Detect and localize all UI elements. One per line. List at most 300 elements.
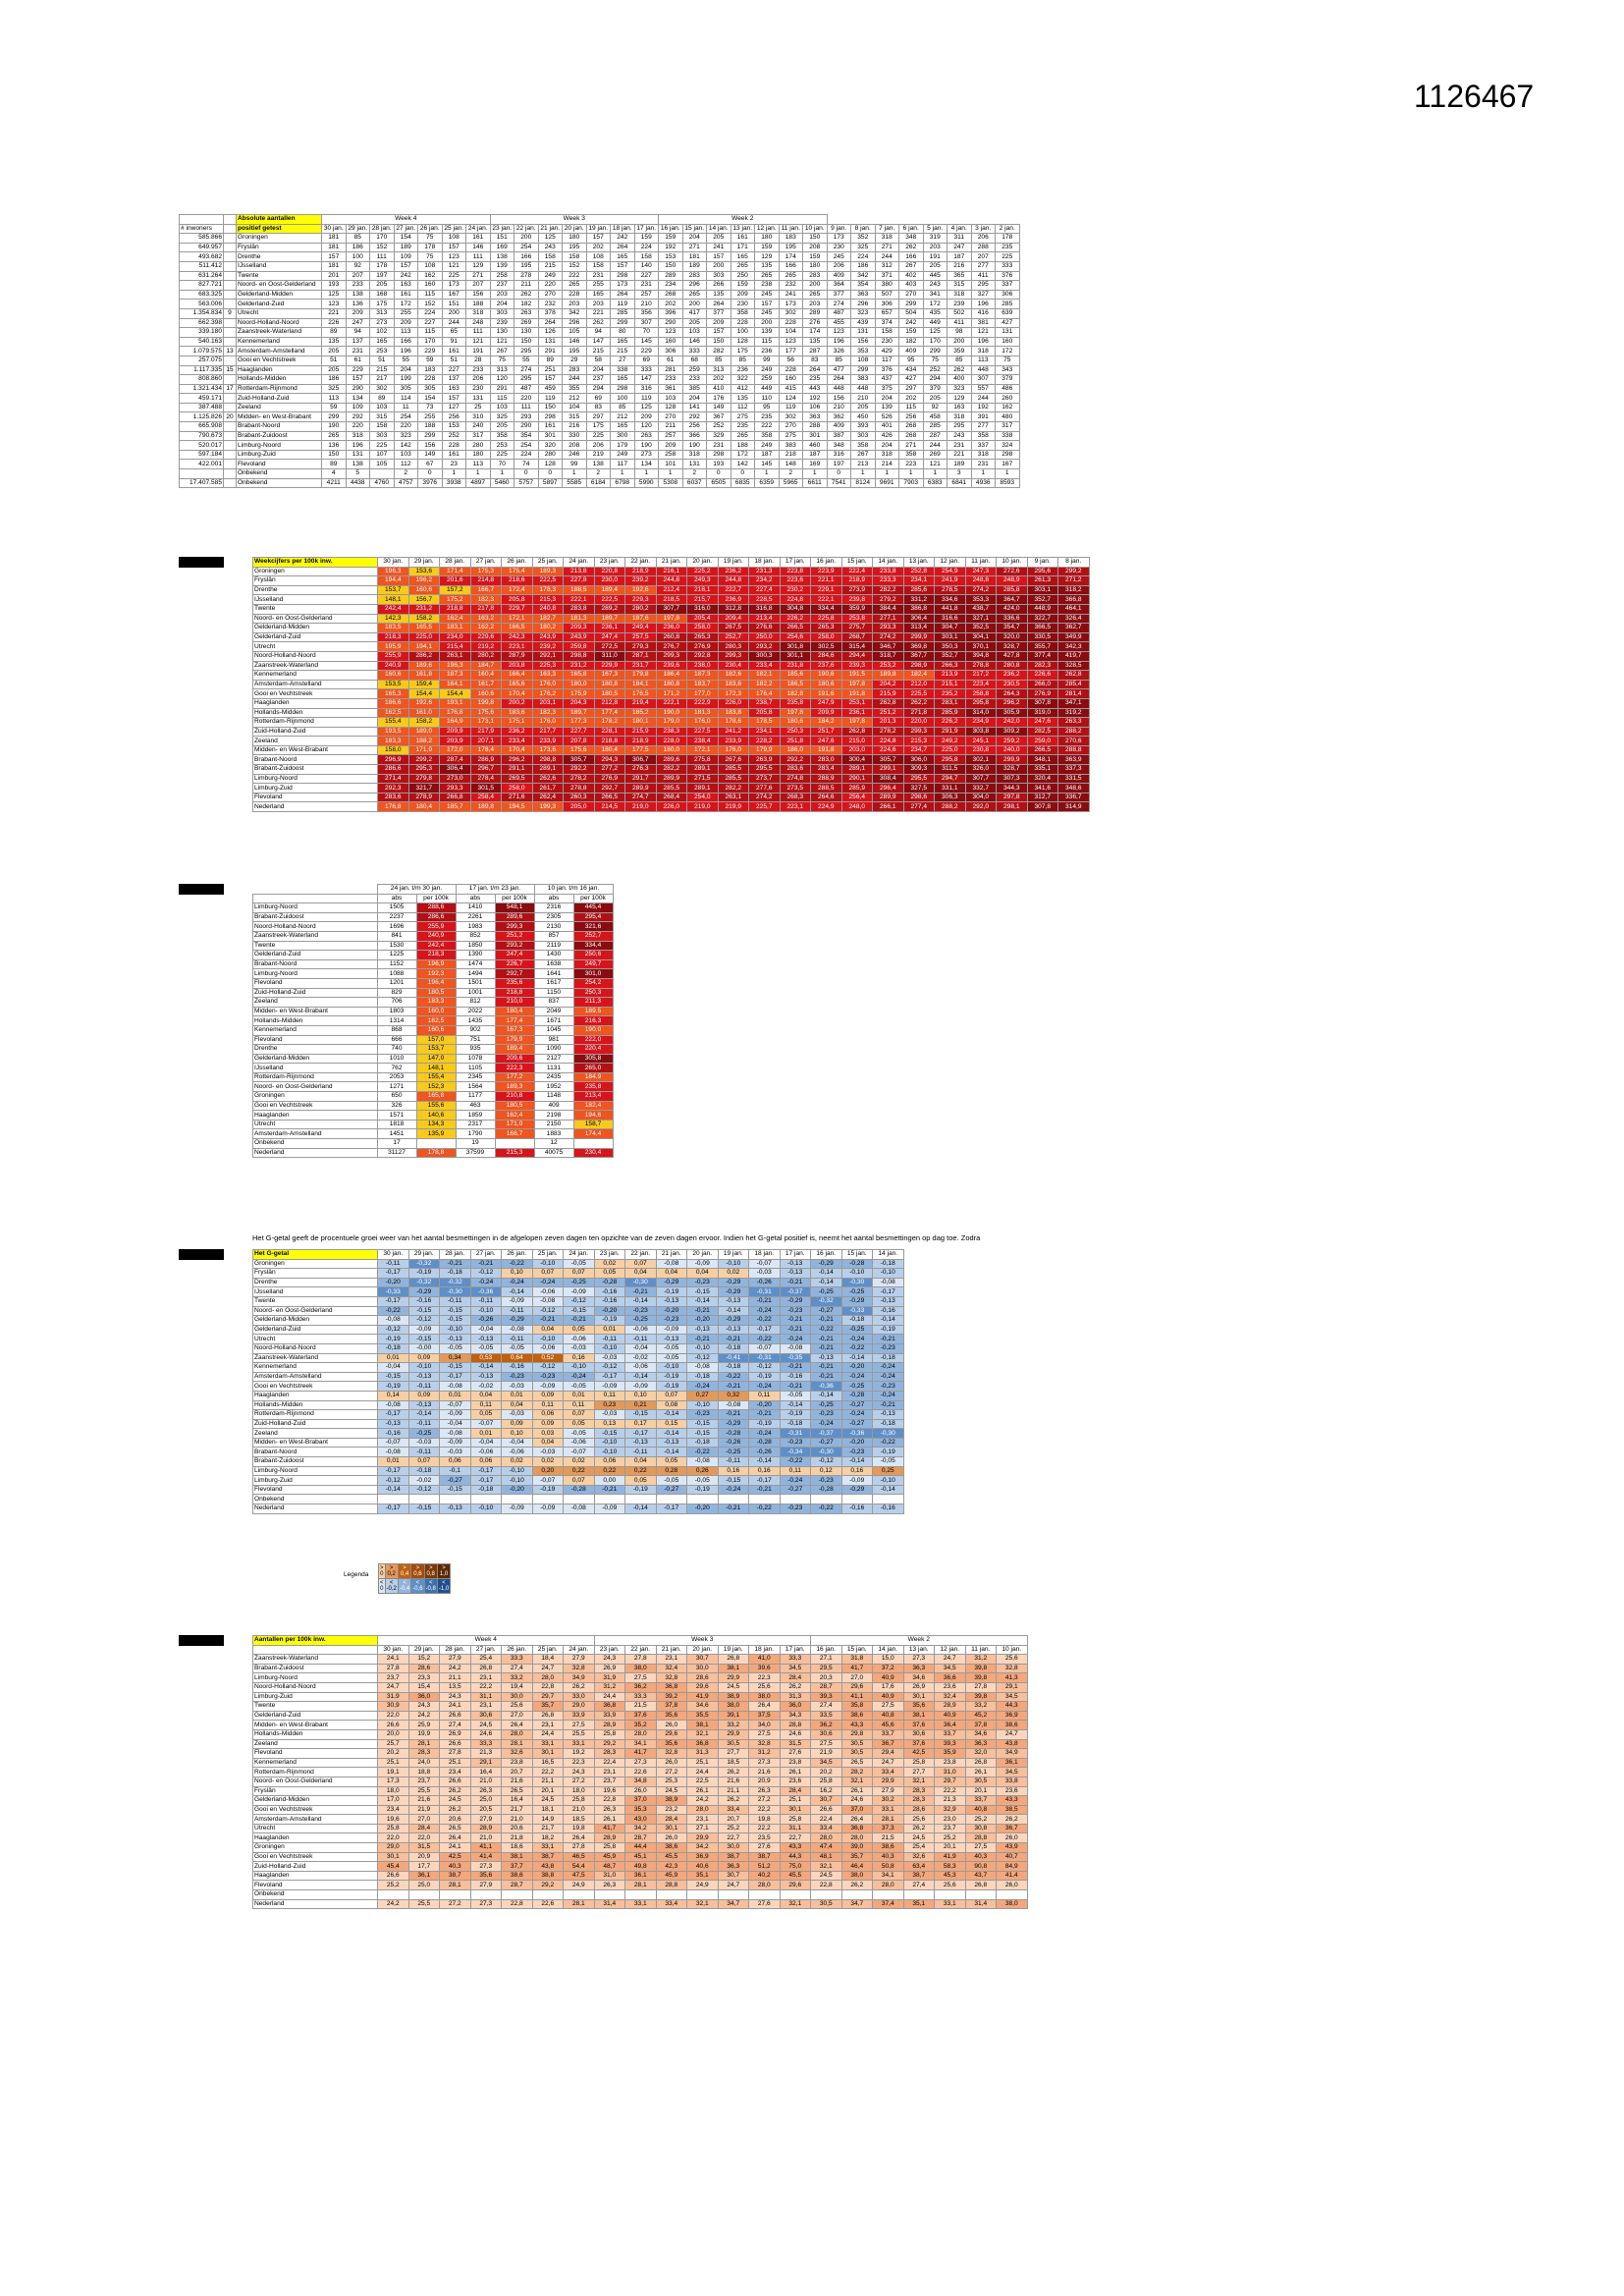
heat-cell: 34,7 — [841, 1899, 873, 1909]
index-cell: 20 — [224, 412, 237, 422]
value-cell: 150 — [659, 261, 683, 271]
value-cell: 134 — [634, 460, 659, 469]
value-cell: 94 — [346, 328, 370, 338]
heat-cell: 24,3 — [408, 1702, 440, 1712]
heat-cell: 353,3 — [965, 595, 997, 605]
value-cell: 274 — [827, 300, 851, 309]
heat-cell — [965, 1890, 997, 1900]
heat-cell: 18,2 — [532, 1833, 564, 1843]
heat-cell: 302,1 — [965, 755, 997, 765]
heat-cell: 28,3 — [594, 1749, 625, 1759]
value-cell: 139 — [490, 261, 514, 271]
heat-cell: 34,6 — [903, 1673, 935, 1683]
date-header: 20 jan. — [563, 224, 587, 234]
heat-cell: -0,23 — [687, 1410, 719, 1420]
value-cell: 204 — [682, 234, 707, 244]
date-header: 26 jan. — [502, 1645, 533, 1655]
heat-cell: -0,13 — [656, 1438, 687, 1448]
value-cell: 306 — [996, 290, 1020, 300]
value-cell: 329 — [707, 431, 731, 441]
heat-cell: 26,5 — [841, 1758, 873, 1768]
value-cell: 163 — [394, 281, 418, 291]
heat-cell: 20,1 — [935, 1843, 966, 1853]
heat-cell: 0,04 — [625, 1457, 657, 1467]
heat-cell: 15,4 — [408, 1682, 440, 1692]
heat-cell: 22,6 — [625, 1768, 657, 1777]
value-cell: 85 — [827, 355, 851, 365]
heat-cell: 0,01 — [440, 1391, 471, 1400]
heat-cell: 259,0 — [1027, 737, 1058, 746]
value-cell: 157 — [322, 252, 347, 262]
value-cell: 319 — [923, 234, 947, 244]
heat-cell: 218,9 — [625, 567, 657, 576]
index-cell — [224, 318, 237, 328]
heat-cell: 22,2 — [532, 1768, 564, 1777]
heat-cell: 30,7 — [811, 1796, 842, 1806]
region-name: Flevoland — [253, 1881, 378, 1890]
value-cell: 192 — [803, 394, 828, 404]
value-cell: 273 — [634, 450, 659, 460]
index-cell — [224, 337, 237, 347]
heat-cell: 238,4 — [687, 737, 719, 746]
heat-cell: 240,0 — [997, 745, 1028, 755]
value-cell: 264 — [827, 375, 851, 385]
region-name: Kennemerland — [253, 1758, 378, 1768]
heat-cell: 26,6 — [811, 1805, 842, 1815]
heat-cell: 352,5 — [965, 624, 997, 633]
heat-cell: 244,8 — [718, 576, 749, 586]
region-name: Nederland — [253, 1148, 378, 1158]
heat-cell: 27,0 — [841, 1673, 873, 1683]
heat-cell: -0,08 — [687, 1363, 719, 1373]
heat-cell: 28,0 — [625, 1729, 657, 1739]
heat-cell: 306,3 — [935, 793, 966, 802]
value-cell: 230 — [827, 243, 851, 252]
heat-cell: 24,5 — [532, 1796, 564, 1806]
heat-cell: 240,9 — [378, 661, 409, 671]
region-name: Brabant-Noord — [253, 755, 378, 765]
table-row — [253, 1335, 904, 1344]
heat-cell: 34,8 — [625, 1777, 657, 1786]
heat-cell: 277,4 — [903, 802, 935, 812]
value-cell: 1435 — [456, 1016, 495, 1026]
heat-cell: 366,5 — [1027, 624, 1058, 633]
heat-cell: -0,24 — [873, 1372, 904, 1382]
heat-cell: 195,9 — [378, 642, 409, 652]
heat-cell: 289,1 — [687, 765, 719, 775]
heat-cell: -0,11 — [502, 1335, 533, 1344]
heat-cell: 200,2 — [502, 698, 533, 708]
value-cell: 264 — [538, 318, 563, 328]
heat-cell: 34,5 — [935, 1664, 966, 1673]
value-cell: 220 — [346, 422, 370, 432]
value-cell: 189 — [394, 243, 418, 252]
index-cell — [224, 460, 237, 469]
heat-cell: 283,6 — [780, 765, 811, 775]
table-row — [180, 365, 1020, 375]
heat-cell — [811, 1890, 842, 1900]
region-name: Amsterdam-Amstelland — [253, 1372, 378, 1382]
heat-cell: 303,1 — [935, 632, 966, 642]
value-cell: 204 — [875, 394, 899, 404]
heat-cell: -0,13 — [780, 1269, 811, 1279]
heat-cell: -0,15 — [378, 1372, 409, 1382]
heat-cell: -0,10 — [564, 1363, 595, 1373]
value-cell: 128 — [538, 460, 563, 469]
table-row — [253, 1129, 614, 1139]
heat-cell: 27,3 — [470, 1862, 502, 1872]
heat-cell — [718, 1495, 749, 1504]
region-name: Fryslân — [253, 1269, 378, 1279]
value-cell: 200 — [947, 337, 972, 347]
value-cell: 1010 — [377, 1054, 416, 1064]
heat-cell: 26,3 — [470, 1786, 502, 1796]
value-cell: 216 — [947, 261, 972, 271]
value-cell: 183 — [418, 365, 443, 375]
heat-cell: 222,1 — [564, 595, 595, 605]
date-header: 24 jan. — [564, 1250, 595, 1260]
heat-cell: 36,8 — [841, 1824, 873, 1833]
heat-cell: 281,4 — [1058, 689, 1090, 699]
heat-cell: 36,8 — [594, 1702, 625, 1712]
population-cell: 790.673 — [180, 431, 224, 441]
value-cell: 366 — [682, 431, 707, 441]
heat-cell: 231,3 — [749, 567, 781, 576]
table-row — [253, 1777, 1028, 1786]
value-cell: 158 — [875, 328, 899, 338]
heat-cell: 28,1 — [408, 1739, 440, 1749]
heat-cell: 40,9 — [935, 1711, 966, 1721]
value-cell: 162 — [996, 403, 1020, 412]
heat-cell: 215,0 — [841, 737, 873, 746]
value-cell: 180 — [563, 234, 587, 244]
heat-cell: 27,0 — [408, 1815, 440, 1825]
value-cell: 159 — [731, 281, 755, 291]
value-cell: 163 — [442, 384, 466, 394]
heat-cell: 25,6 — [935, 1881, 966, 1890]
heat-cell — [873, 1890, 904, 1900]
value-cell: 740 — [377, 1045, 416, 1055]
table-row — [253, 1269, 904, 1279]
heat-cell: 25,1 — [780, 1796, 811, 1806]
heat-cell: 283,6 — [378, 793, 409, 802]
value-cell: 202 — [659, 300, 683, 309]
population-cell: 1.117.335 — [180, 365, 224, 375]
region-name: Amsterdam-Amstelland — [237, 347, 322, 356]
table-row — [253, 595, 1090, 605]
heat-cell: 229,6 — [470, 632, 502, 642]
table-row — [180, 394, 1020, 404]
heat-cell: 207,1 — [470, 737, 502, 746]
population-cell: 339.180 — [180, 328, 224, 338]
heat-cell: 305,7 — [564, 755, 595, 765]
value-cell: 312 — [875, 261, 899, 271]
heat-cell: 189,3 — [495, 1082, 534, 1092]
heat-cell: -0,15 — [408, 1306, 440, 1316]
heat-cell: 30,1 — [532, 1749, 564, 1759]
heat-cell: 24,5 — [811, 1871, 842, 1881]
value-cell: 195 — [779, 243, 803, 252]
date-header: 25 jan. — [532, 1250, 564, 1260]
heat-cell: 24,5 — [656, 1786, 687, 1796]
heat-cell: -0,15 — [687, 1429, 719, 1439]
heat-cell: -0,20 — [687, 1316, 719, 1326]
population-cell: 520.017 — [180, 441, 224, 451]
heat-cell: -0,05 — [440, 1343, 471, 1353]
heat-cell: -0,07 — [378, 1438, 409, 1448]
heat-cell: 292,8 — [687, 651, 719, 661]
heat-cell: 301,1 — [780, 651, 811, 661]
value-cell: 189 — [682, 261, 707, 271]
value-cell: 25 — [466, 403, 491, 412]
legend-swatches — [378, 1563, 451, 1594]
value-cell: 192 — [659, 243, 683, 252]
date-header: 6 jan. — [899, 224, 924, 234]
heat-cell: 293,2 — [749, 642, 781, 652]
table-row — [253, 1890, 1028, 1900]
value-cell: 285 — [611, 308, 635, 318]
value-cell: 28 — [466, 355, 491, 365]
heat-cell: 285,6 — [903, 585, 935, 595]
heat-cell: 160,6 — [470, 689, 502, 699]
heat-cell: 32,0 — [965, 1749, 997, 1759]
heat-cell: 291,9 — [935, 727, 966, 737]
heat-cell: 260,8 — [656, 632, 687, 642]
value-cell: 1 — [755, 469, 780, 479]
heat-cell: 226,0 — [718, 698, 749, 708]
region-name: Brabant-Zuidoost — [253, 912, 378, 922]
heat-cell: 217,8 — [470, 604, 502, 614]
population-cell: 597.184 — [180, 450, 224, 460]
heat-cell: -0,23 — [841, 1448, 873, 1457]
heat-cell: 258,0 — [811, 632, 842, 642]
heat-cell: 0,04 — [502, 1400, 533, 1410]
heat-cell: 37,4 — [873, 1899, 904, 1909]
heat-cell: 171,4 — [440, 567, 471, 576]
value-cell: 75 — [418, 252, 443, 262]
value-cell: 123 — [779, 337, 803, 347]
heat-cell: 21,1 — [718, 1786, 749, 1796]
value-cell: 104 — [779, 328, 803, 338]
heat-cell: 44,3 — [780, 1852, 811, 1862]
heat-cell: 26,4 — [564, 1833, 595, 1843]
heat-cell: 219,0 — [687, 802, 719, 812]
value-cell: 103 — [682, 328, 707, 338]
heat-cell: 28,9 — [594, 1721, 625, 1730]
blank-cell — [253, 885, 378, 895]
heat-cell: 279,3 — [625, 642, 657, 652]
heat-cell: -0,30 — [811, 1448, 842, 1457]
population-cell: 511.412 — [180, 261, 224, 271]
heat-cell: 155,4 — [416, 1072, 456, 1082]
region-name: Haaglanden — [253, 1833, 378, 1843]
heat-cell: 253,2 — [873, 661, 904, 671]
heat-cell: 28,1 — [873, 1815, 904, 1825]
heat-cell: 165,3 — [378, 689, 409, 699]
value-cell: 186 — [851, 261, 876, 271]
value-cell: 113 — [971, 355, 996, 365]
blank-cell — [224, 215, 237, 225]
heat-cell: 22,8 — [594, 1796, 625, 1806]
value-cell: 205 — [923, 394, 947, 404]
heat-cell: 299,1 — [873, 765, 904, 775]
value-cell: 195 — [563, 347, 587, 356]
table-row — [253, 737, 1090, 746]
heat-cell: 0,09 — [532, 1391, 564, 1400]
heat-cell: 237,6 — [811, 661, 842, 671]
value-cell: 2435 — [534, 1072, 573, 1082]
table-row — [253, 1438, 904, 1448]
value-cell: 852 — [456, 931, 495, 941]
heat-cell: 282,5 — [1027, 727, 1058, 737]
value-cell: 275 — [731, 412, 755, 422]
heat-cell: 170,4 — [502, 689, 533, 699]
heat-cell: 36,1 — [625, 1871, 657, 1881]
value-cell: 138 — [490, 252, 514, 262]
value-cell: 244 — [563, 375, 587, 385]
value-cell: 200 — [755, 318, 780, 328]
value-cell: 150 — [514, 337, 539, 347]
date-header: 24 jan. — [564, 1645, 595, 1655]
heat-cell: 167,3 — [495, 1025, 534, 1035]
heat-cell: 331,1 — [935, 784, 966, 793]
value-cell: 131 — [538, 337, 563, 347]
heat-cell: 23,1 — [656, 1655, 687, 1665]
value-cell: 205 — [682, 318, 707, 328]
heat-cell: 0,32 — [718, 1391, 749, 1400]
heat-cell — [408, 1495, 440, 1504]
heat-cell: -0,02 — [408, 1476, 440, 1486]
value-cell: 196 — [971, 300, 996, 309]
value-cell: 189 — [947, 460, 972, 469]
population-cell: 827.721 — [180, 281, 224, 291]
heat-cell: 37,6 — [903, 1739, 935, 1749]
heat-cell: -0,24 — [502, 1278, 533, 1287]
heat-cell: 24,0 — [408, 1758, 440, 1768]
value-cell: 666 — [377, 1035, 416, 1045]
population-cell: 387.488 — [180, 403, 224, 412]
heat-cell: 163,3 — [532, 671, 564, 681]
heat-cell: -0,21 — [811, 1363, 842, 1373]
value-cell: 326 — [377, 1101, 416, 1111]
value-cell: 657 — [875, 308, 899, 318]
heat-cell: 349,9 — [1058, 632, 1090, 642]
table-row — [253, 1852, 1028, 1862]
heat-cell: 176,0 — [532, 680, 564, 689]
table-row — [180, 450, 1020, 460]
value-cell: 270 — [779, 422, 803, 432]
counts-per-100k-table — [252, 1635, 1028, 1909]
heat-cell: 20,0 — [378, 1729, 409, 1739]
heat-cell: 301,8 — [780, 642, 811, 652]
heat-cell: 222,3 — [495, 1064, 534, 1073]
heat-cell: -0,23 — [780, 1504, 811, 1514]
heat-cell: 209,4 — [718, 614, 749, 624]
value-cell: 270 — [899, 290, 924, 300]
value-cell: 200 — [514, 234, 539, 244]
heat-cell: 222,1 — [656, 698, 687, 708]
heat-cell: -0,18 — [841, 1316, 873, 1326]
heat-cell: -0,07 — [749, 1343, 781, 1353]
heat-cell: -0,11 — [625, 1448, 657, 1457]
region-name: Zaanstreek-Waterland — [237, 328, 322, 338]
table-row — [253, 708, 1090, 718]
value-cell: 294 — [923, 375, 947, 385]
heat-cell: -0,08 — [873, 1278, 904, 1287]
section-weekly-per-100k — [252, 557, 1090, 812]
heat-cell: 17,3 — [378, 1777, 409, 1786]
value-cell: 902 — [456, 1025, 495, 1035]
heat-cell: 33,4 — [873, 1768, 904, 1777]
heat-cell: 22,7 — [780, 1833, 811, 1843]
heat-cell: 367,7 — [903, 651, 935, 661]
heat-cell: -0,16 — [841, 1504, 873, 1514]
heat-cell: 27,6 — [749, 1843, 781, 1853]
heat-cell: 26,2 — [718, 1796, 749, 1806]
region-name: IJsselland — [253, 595, 378, 605]
heat-cell: 179,0 — [656, 718, 687, 728]
heat-cell: 209,9 — [440, 727, 471, 737]
heat-cell: 37,6 — [625, 1711, 657, 1721]
heat-cell: 248,9 — [997, 576, 1028, 586]
heat-cell: 296,4 — [873, 784, 904, 793]
value-cell: 182 — [899, 337, 924, 347]
heat-cell: -0,13 — [378, 1419, 409, 1429]
heat-cell: 262,2 — [903, 698, 935, 708]
population-cell: 808.860 — [180, 375, 224, 385]
heat-cell: -0,03 — [502, 1410, 533, 1420]
region-name: Amsterdam-Amstelland — [253, 1129, 378, 1139]
value-cell: 1530 — [377, 941, 416, 951]
region-name: Nederland — [253, 1899, 378, 1909]
date-header: 25 jan. — [532, 558, 564, 568]
heat-cell: -0,21 — [811, 1335, 842, 1344]
heat-cell: 239,2 — [625, 576, 657, 586]
heat-cell: 0,16 — [841, 1466, 873, 1476]
heat-cell: 204,2 — [873, 680, 904, 689]
date-header: 30 jan. — [378, 1250, 409, 1260]
heat-cell: 220,0 — [903, 718, 935, 728]
heat-cell: -0,20 — [594, 1306, 625, 1316]
value-cell: 89 — [322, 460, 347, 469]
value-cell: 283 — [563, 365, 587, 375]
heat-cell: 229,3 — [625, 595, 657, 605]
heat-cell: -0,14 — [811, 1391, 842, 1400]
heat-cell: 213,8 — [564, 567, 595, 576]
heat-cell: 427,8 — [997, 651, 1028, 661]
heat-cell: 187,3 — [440, 671, 471, 681]
table-row — [253, 784, 1090, 793]
value-cell: 295 — [971, 281, 996, 291]
heat-cell: 177,5 — [625, 745, 657, 755]
heat-cell: -0,25 — [625, 1316, 657, 1326]
heat-cell: -0,19 — [749, 1419, 781, 1429]
blank-cell — [827, 215, 1019, 225]
heat-cell: 20,2 — [378, 1749, 409, 1759]
heat-cell: 276,9 — [1027, 689, 1058, 699]
heat-cell: 45,9 — [656, 1871, 687, 1881]
heat-cell: 235,6 — [495, 978, 534, 988]
heat-cell: 43,7 — [965, 1871, 997, 1881]
value-cell: 178 — [418, 243, 443, 252]
heat-cell: 16,2 — [811, 1786, 842, 1796]
value-cell: 173 — [827, 234, 851, 244]
heat-cell: 274,2 — [873, 632, 904, 642]
heat-cell: 294,4 — [841, 651, 873, 661]
heat-cell: 26,8 — [965, 1881, 997, 1890]
value-cell: 265 — [803, 290, 828, 300]
date-header: 30 jan. — [378, 558, 409, 568]
